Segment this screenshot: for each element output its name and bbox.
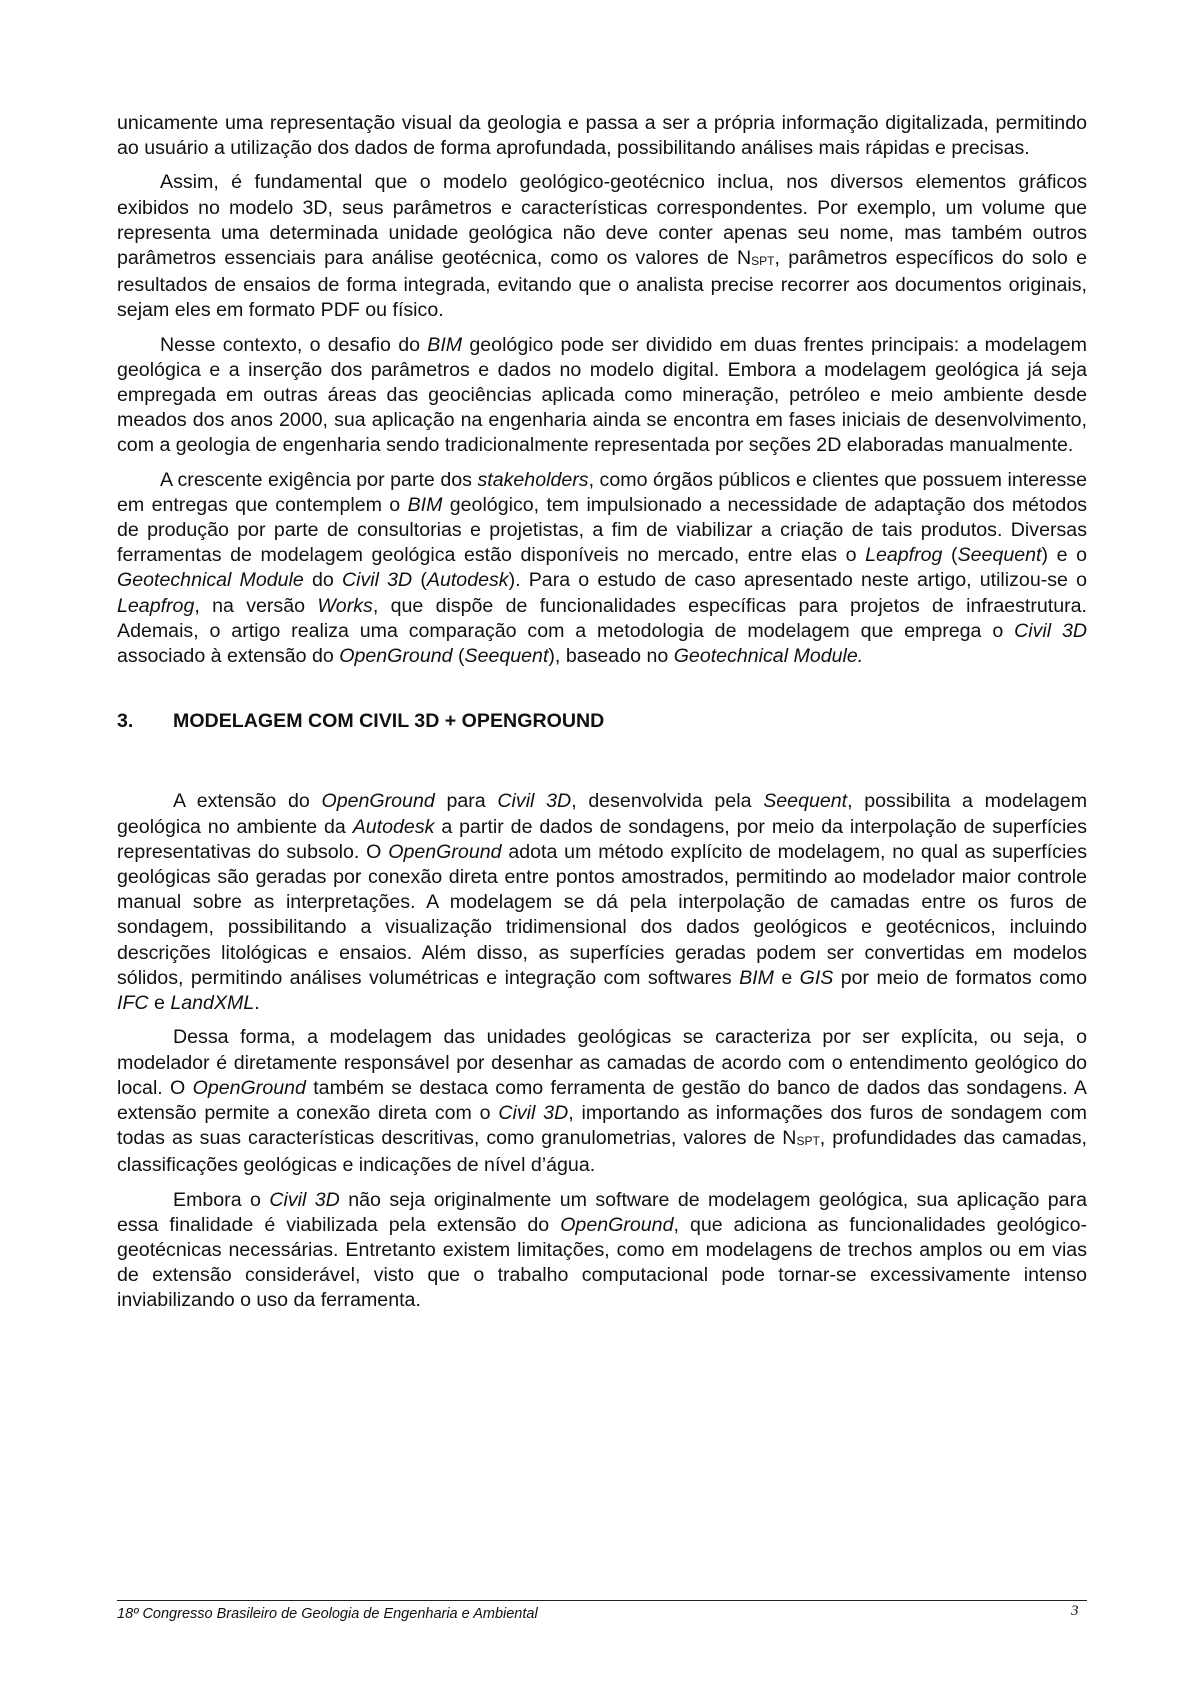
paragraph: A crescente exigência por parte dos stakeholders, como órgãos públicos e clientes que possuem interesse em entregas que contemplem o BIM geológico, tem impulsionado a necessidade de adaptação dos métodos de produção por parte de consultorias e projetistas, a fim de viabilizar a criação de tais produtos. Diversas ferramentas de modelagem geológica estão disponíveis no mercado, entre elas o Leapfrog (Seequent) e o Geotechnical Module do Civil 3D (Autodesk). Para o estudo de caso apresentado neste artigo, utilizou-se o Leapfrog, na versão Works, que dispõe de funcionalidades específicas para projetos de infraestrutura. Ademais, o artigo realiza uma comparação com a metodologia de modelagem que emprega o Civil 3D associado à extensão do OpenGround (Seequent), baseado no Geotechnical Module. <box>117 468 1088 668</box>
section-heading <box>117 709 1087 734</box>
paragraph: Nesse contexto, o desafio do BIM geológico pode ser dividido em duas frentes principais: a modelagem geológica e a inserção dos parâmetros e dados no modelo digital. Embora a modelagem geológica já seja empregada em outras áreas das geociências aplicada como mineração, petróleo e meio ambiente desde meados dos anos 2000, sua aplicação na engenharia ainda se encontra em fases iniciais de desenvolvimento, com a geologia de engenharia sendo tradicionalmente representada por seções 2D elaboradas manualmente. <box>117 333 1087 457</box>
footer-divider <box>117 1600 1087 1601</box>
footer-conference-name: 18º Congresso Brasileiro de Geologia de Engenharia e Ambiental <box>117 1606 538 1622</box>
paragraph: Assim, é fundamental que o modelo geológico-geotécnico inclua, nos diversos elementos gráficos exibidos no modelo 3D, seus parâmetros e características correspondentes. Por exemplo, um volume que representa uma determinada unidade geológica não deve conter apenas seu nome, mas também outros parâmetros essenciais para análise geotécnica, como os valores de $N_{SPT}$, parâmetros específicos do solo e resultados de ensaios de forma integrada, evitando que o analista precise recorrer aos documentos originais, sejam eles em formato PDF ou físico. <box>117 171 1087 322</box>
paragraph: unicamente uma representação visual da geologia e passa a ser a própria informação digitalizada, permitindo ao usuário a utilização dos dados de forma aprofundada, possibilitando análises mais rápidas e precisas. <box>117 112 1087 160</box>
page-body <box>117 111 1087 1323</box>
section-number: 3. <box>117 710 134 733</box>
paragraph: Embora o Civil 3D não seja originalmente um software de modelagem geológica, sua aplicação para essa finalidade é viabilizada pela extensão do OpenGround, que adiciona as funcionalidades geológico-geotécnicas necessárias. Entretanto existem limitações, como em modelagens de trechos amplos ou em vias de extensão considerável, visto que o trabalho computacional pode tornar-se excessivamente intenso inviabilizando o uso da ferramenta. <box>117 1188 1087 1312</box>
paragraph: Dessa forma, a modelagem das unidades geológicas se caracteriza por ser explícita, ou seja, o modelador é diretamente responsável por desenhar as camadas de acordo com o entendimento geológico do local. O OpenGround também se destaca como ferramenta de gestão do banco de dados das sondagens. A extensão permite a conexão direta com o Civil 3D, importando as informações dos furos de sondagem com todas as suas características descritivas, como granulometrias, valores de $N_{SPT}$, profundidades das camadas, classificações geológicas e indicações de nível d’água. <box>117 1026 1087 1177</box>
paragraph: A extensão do OpenGround para Civil 3D, desenvolvida pela Seequent, possibilita a modelagem geológica no ambiente da Autodesk a partir de dados de sondagens, por meio da interpolação de superfícies representativas do subsolo. O OpenGround adota um método explícito de modelagem, no qual as superfícies geológicas são geradas por conexão direta entre pontos amostrados, permitindo ao modelador maior controle manual sobre as interpretações. A modelagem se dá pela interpolação de camadas entre os furos de sondagem, possibilitando a visualização tridimensional dos dados geológicos e geotécnicos, incluindo descrições litológicas e ensaios. Além disso, as superfícies geradas podem ser convertidas em modelos sólidos, permitindo análises volumétricas e integração com softwares BIM e GIS por meio de formatos como IFC e LandXML. <box>117 790 1088 1015</box>
page-number: 3 <box>1071 1603 1079 1619</box>
section-title: MODELAGEM COM CIVIL 3D + OPENGROUND <box>173 710 605 733</box>
